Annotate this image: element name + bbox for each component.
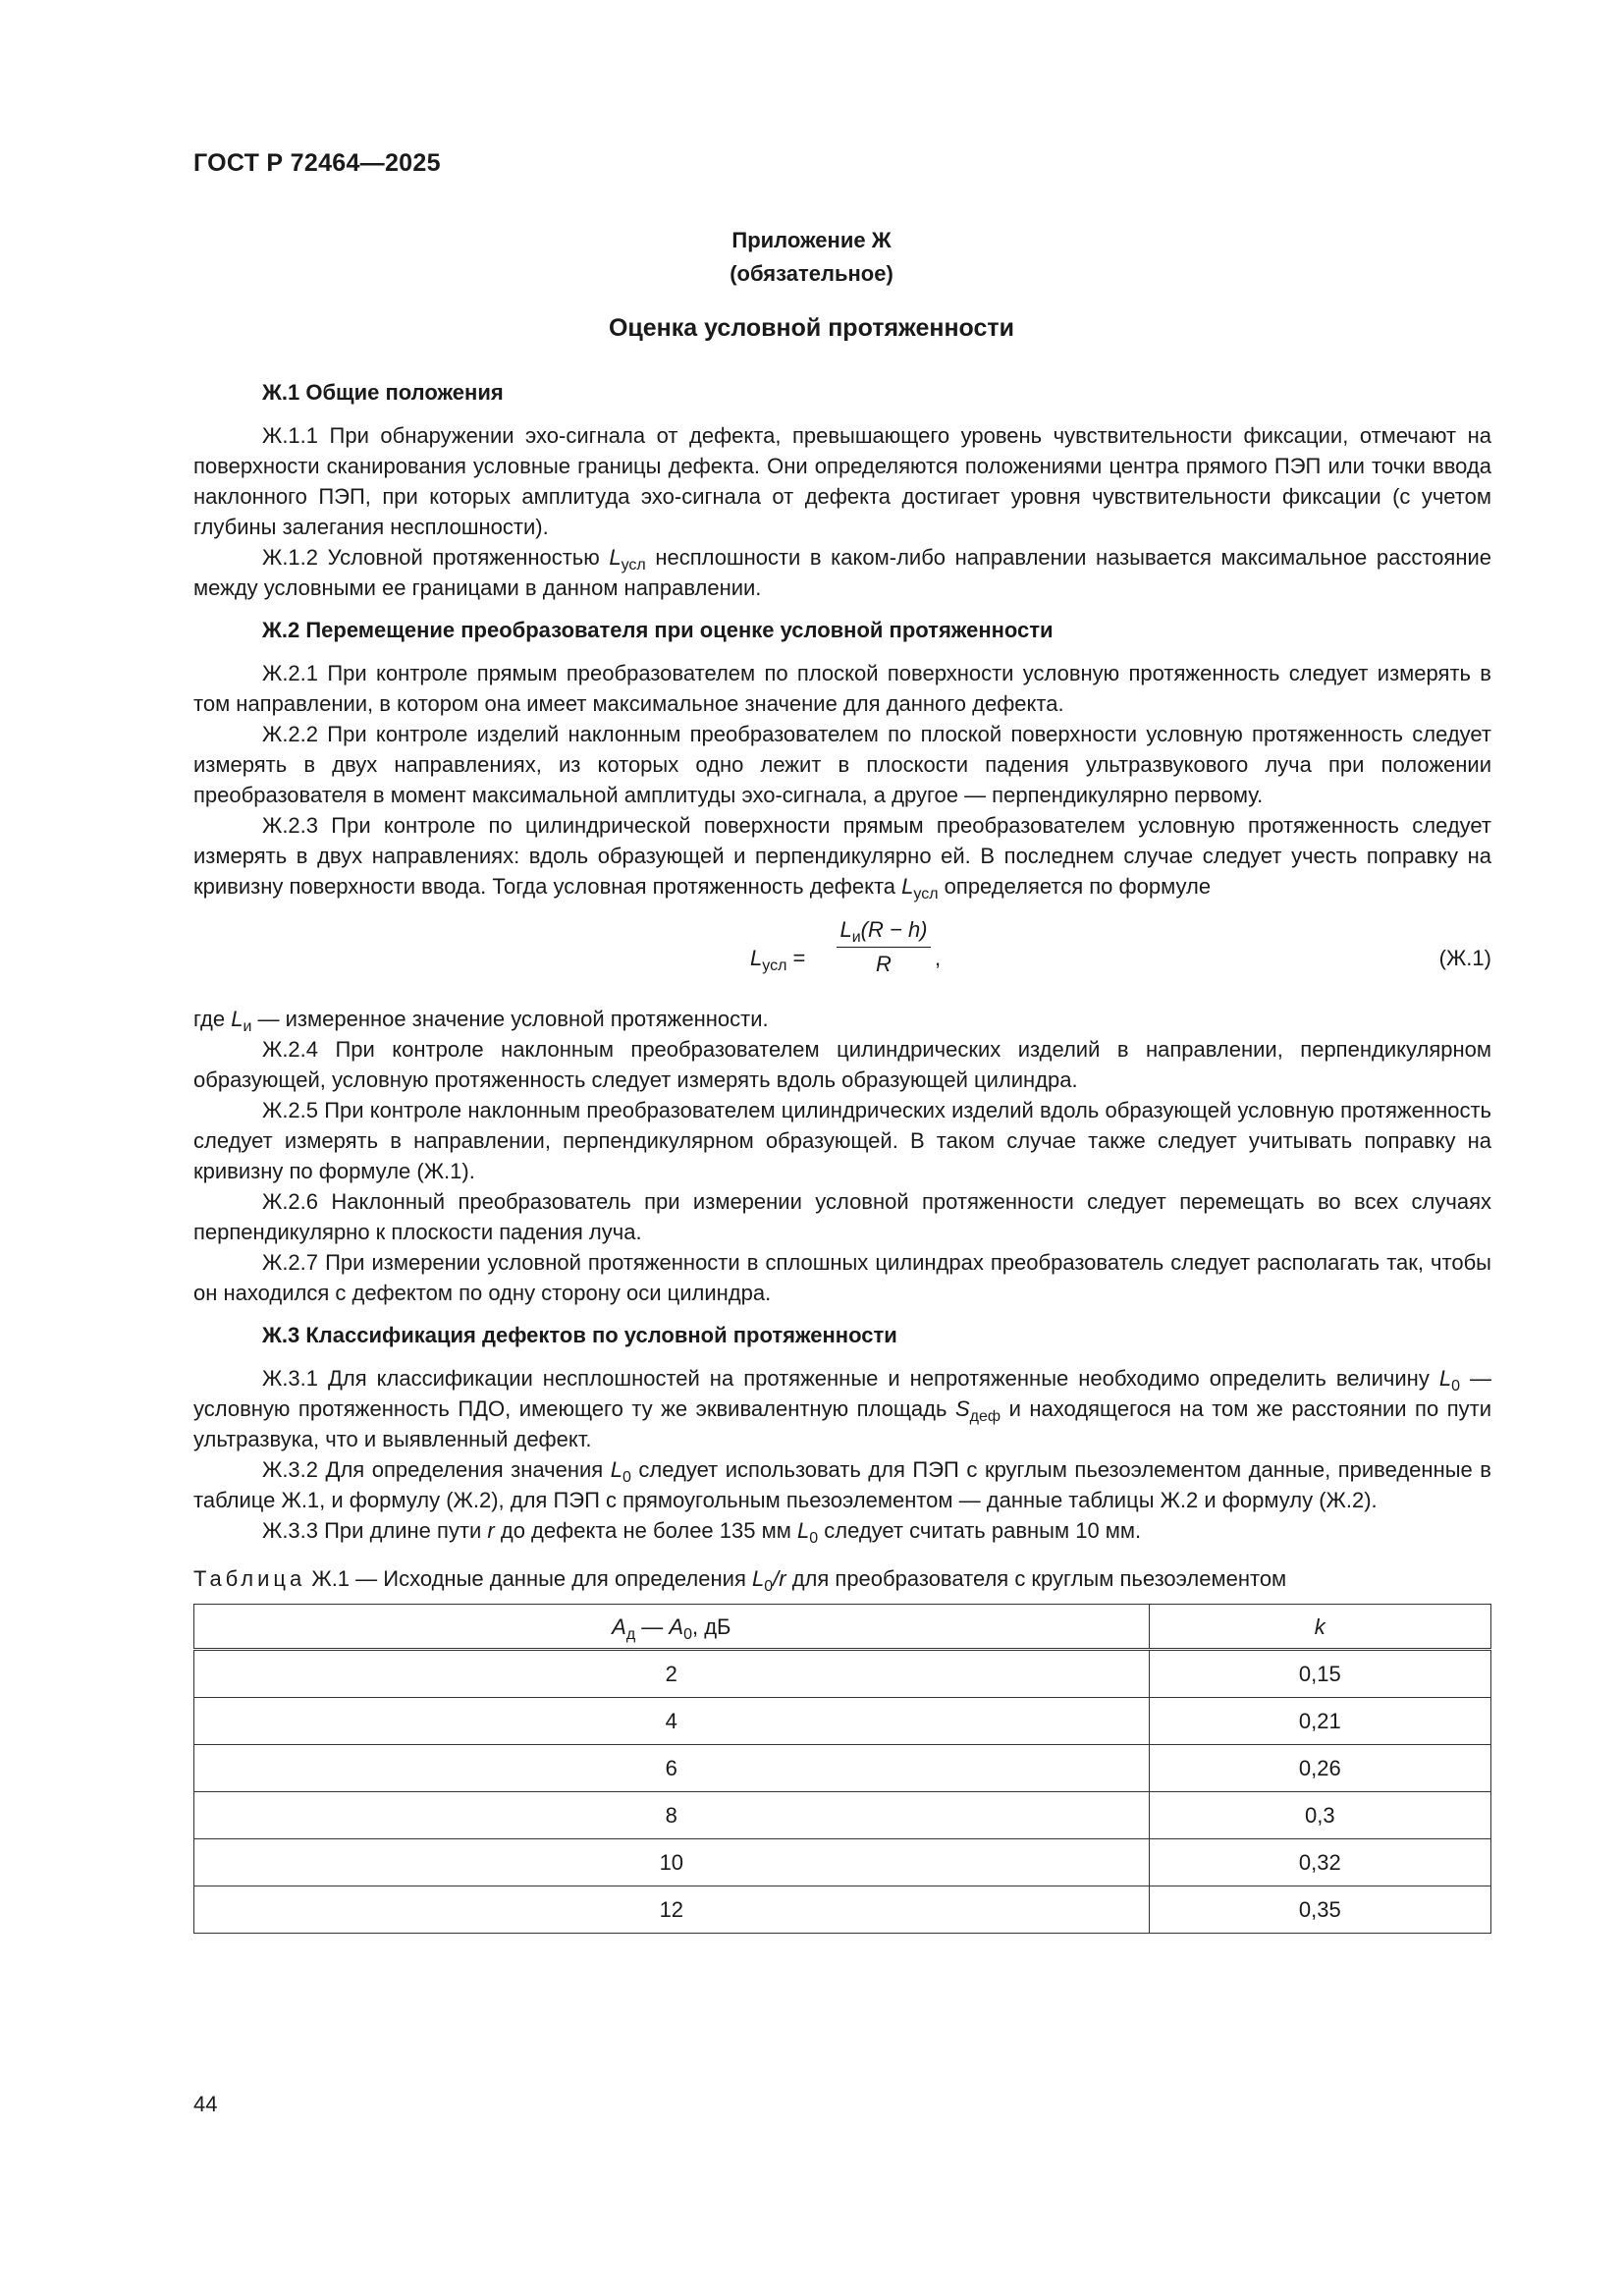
cell-amplitude: 2 bbox=[194, 1650, 1150, 1698]
table-header-row bbox=[194, 1605, 1491, 1650]
paragraph-2-6: Ж.2.6 Наклонный преобразователь при измерении условной протяженности следует перемещать во всех случаях перпендикулярно к плоскости падения луча. bbox=[193, 1189, 1491, 1244]
section-heading-1: Ж.1 Общие положения bbox=[262, 380, 504, 405]
formula-zh1 bbox=[193, 902, 1491, 1004]
formula-denominator: R bbox=[876, 952, 892, 976]
table-row bbox=[194, 1792, 1491, 1839]
appendix-heading bbox=[0, 224, 1623, 291]
appendix-status: (обязательное) bbox=[730, 261, 893, 286]
table-row bbox=[194, 1839, 1491, 1886]
cell-amplitude: 10 bbox=[194, 1839, 1150, 1886]
table-row bbox=[194, 1698, 1491, 1745]
cell-k: 0,3 bbox=[1149, 1792, 1490, 1839]
paragraph-3-2: Ж.3.2 Для определения значения $L_0$ следует использовать для ПЭП с круглым пьезоэлементом данные, приведенные в таблице Ж.1, и формулу (Ж.2), для ПЭП с прямоугольным пьезоэлементом — данные таблицы Ж.2 и формулу (Ж.2). bbox=[193, 1457, 1491, 1512]
paragraph-2-4: Ж.2.4 При контроле наклонным преобразователем цилиндрических изделий в направлении, перпендикулярном образующей, условную протяженность следует измерять вдоль образующей цилиндра. bbox=[193, 1037, 1491, 1092]
cell-k: 0,35 bbox=[1149, 1886, 1490, 1934]
paragraph-1-2: Ж.1.2 Условной протяженностью $L_{усл}$ несплошности в каком-либо направлении называется максимальное расстояние между условными ее границами в данном направлении. bbox=[193, 545, 1491, 600]
paragraph-3-3: Ж.3.3 При длине пути r до дефекта не более 135 мм $L_0$ следует считать равным 10 мм. bbox=[262, 1518, 1142, 1547]
paragraph-2-3: Ж.2.3 При контроле по цилиндрической поверхности прямым преобразователем условную протяженность следует измерять в двух направлениях: вдоль образующей и перпендикулярно ей. В последнем случае следует учесть поправку на кривизну поверхности ввода. Тогда условная протяженность дефекта $L_{усл}$ определяется по формуле bbox=[193, 813, 1491, 902]
page-number: 44 bbox=[193, 2092, 218, 2116]
section-heading-2: Ж.2 Перемещение преобразователя при оценке условной протяженности bbox=[262, 618, 1054, 642]
cell-k: 0,21 bbox=[1149, 1698, 1490, 1745]
paragraph-2-1: Ж.2.1 При контроле прямым преобразователем по плоской поверхности условную протяженность следует измерять в том направлении, в котором она имеет максимальное значение для данного дефекта. bbox=[193, 661, 1491, 716]
formula-fraction bbox=[837, 913, 931, 981]
table-caption: Таблица Ж.1 — Исходные данные для определения $L_0/r$ для преобразователя с круглым пьезоэлементом bbox=[193, 1566, 1287, 1595]
formula-comma: , bbox=[935, 946, 942, 970]
cell-amplitude: 8 bbox=[194, 1792, 1150, 1839]
appendix-title: Оценка условной протяженности bbox=[608, 314, 1015, 342]
document-code: ГОСТ Р 72464—2025 bbox=[193, 149, 441, 177]
paragraph-2-5: Ж.2.5 При контроле наклонным преобразователем цилиндрических изделий вдоль образующей условную протяженность следует измерять в направлении, перпендикулярном образующей. В таком случае также следует учитывать поправку на кривизну по формуле (Ж.1). bbox=[193, 1098, 1491, 1183]
document-body bbox=[193, 377, 1491, 1934]
table-row bbox=[194, 1745, 1491, 1792]
paragraph-2-2: Ж.2.2 При контроле изделий наклонным преобразователем по плоской поверхности условную протяженность следует измерять в двух направлениях, из которых одно лежит в плоскости падения ультразвукового луча при положении преобразователя в момент максимальной амплитуды эхо-сигнала, а другое — перпендикулярно первому. bbox=[193, 722, 1491, 807]
cell-k: 0,15 bbox=[1149, 1650, 1490, 1698]
cell-k: 0,26 bbox=[1149, 1745, 1490, 1792]
cell-k: 0,32 bbox=[1149, 1839, 1490, 1886]
cell-amplitude: 12 bbox=[194, 1886, 1150, 1934]
formula-numerator: $L_и(R - h)$ bbox=[839, 917, 928, 946]
column-header-amplitude: $A_д$ — $A_0$, дБ bbox=[194, 1605, 1150, 1650]
paragraph-3-1: Ж.3.1 Для классификации несплошностей на протяженные и непротяженные необходимо определить величину $L_0$ — условную протяженность ПДО, имеющего ту же эквивалентную площадь $S_{деф}$ и находящегося на том же расстоянии по пути ультразвука, что и выявленный дефект. bbox=[193, 1366, 1491, 1451]
column-header-k: k bbox=[1149, 1605, 1490, 1650]
section-heading-3: Ж.3 Классификация дефектов по условной протяженности bbox=[262, 1323, 897, 1347]
formula-number: (Ж.1) bbox=[1438, 946, 1491, 970]
cell-amplitude: 6 bbox=[194, 1745, 1150, 1792]
formula-lhs: $L_{усл}$ = bbox=[750, 946, 806, 974]
formula-where: где $L_и$ — измеренное значение условной протяженности. bbox=[193, 1007, 769, 1035]
data-table bbox=[193, 1604, 1491, 1934]
cell-amplitude: 4 bbox=[194, 1698, 1150, 1745]
paragraph-1-1: Ж.1.1 При обнаружении эхо-сигнала от дефекта, превышающего уровень чувствительности фиксации, отмечают на поверхности сканирования условные границы дефекта. Они определяются положениями центра прямого ПЭП или точки ввода наклонного ПЭП, при которых амплитуда эхо-сигнала от дефекта достигает уровня чувствительности фиксации (с учетом глубины залегания несплошности). bbox=[193, 423, 1491, 539]
paragraph-2-7: Ж.2.7 При измерении условной протяженности в сплошных цилиндрах преобразователь следует располагать так, чтобы он находился с дефектом по одну сторону оси цилиндра. bbox=[193, 1250, 1491, 1305]
appendix-label: Приложение Ж bbox=[731, 228, 892, 252]
table-row bbox=[194, 1650, 1491, 1698]
table-row bbox=[194, 1886, 1491, 1934]
